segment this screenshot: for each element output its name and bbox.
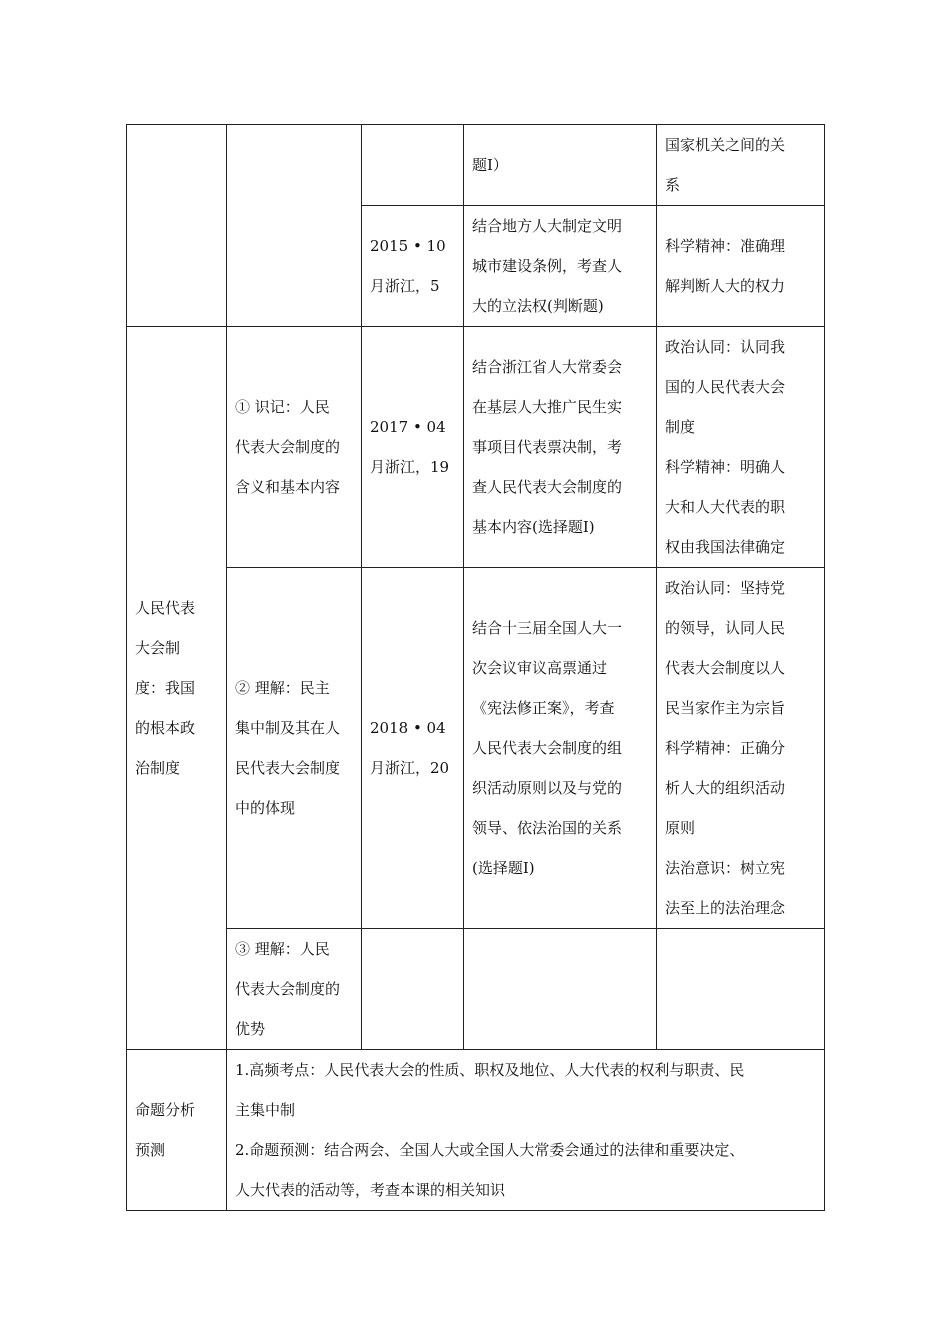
prediction-label-cell: 命题分析 预测 bbox=[127, 1050, 227, 1211]
table-row bbox=[127, 929, 825, 1050]
exam-analysis-table bbox=[126, 124, 825, 1211]
table-row bbox=[127, 327, 825, 568]
question-cell: 题Ⅰ） bbox=[464, 125, 657, 206]
literacy-cell: 科学精神：准确理 解判断人大的权力 bbox=[657, 206, 825, 327]
topic-cell: 人民代表 大会制 度：我国 的根本政 治制度 bbox=[127, 327, 227, 1050]
requirement-cell: ② 理解：民主 集中制及其在人 民代表大会制度 中的体现 bbox=[227, 568, 362, 929]
prediction-content-cell: 1.高频考点：人民代表大会的性质、职权及地位、人大代表的权利与职责、民 主集中制 2.命题预测：结合两会、全国人大或全国人大常委会通过的法律和重要决定、 人大代表的活动等，考查本课的相关知识 bbox=[227, 1050, 825, 1211]
exam-cell: 2017 • 04 月浙江，19 bbox=[362, 327, 464, 568]
exam-cell: 2015 • 10 月浙江，5 bbox=[362, 206, 464, 327]
literacy-cell: 政治认同：认同我 国的人民代表大会 制度 科学精神：明确人 大和人大代表的职 权由我国法律确定 bbox=[657, 327, 825, 568]
literacy-cell: 国家机关之间的关 系 bbox=[657, 125, 825, 206]
table-row bbox=[127, 568, 825, 929]
question-cell: 结合地方人大制定文明 城市建设条例，考查人 大的立法权(判断题) bbox=[464, 206, 657, 327]
exam-cell: 2018 • 04 月浙江，20 bbox=[362, 568, 464, 929]
question-cell-empty bbox=[464, 929, 657, 1050]
topic-cell-empty bbox=[127, 125, 227, 327]
exam-cell-empty bbox=[362, 125, 464, 206]
table-row bbox=[127, 1050, 825, 1211]
requirement-cell-empty bbox=[227, 125, 362, 327]
table-row bbox=[127, 125, 825, 206]
requirement-cell: ③ 理解：人民 代表大会制度的 优势 bbox=[227, 929, 362, 1050]
literacy-cell: 政治认同：坚持党 的领导，认同人民 代表大会制度以人 民当家作主为宗旨 科学精神：正确分 析人大的组织活动 原则 法治意识：树立宪 法至上的法治理念 bbox=[657, 568, 825, 929]
literacy-cell-empty bbox=[657, 929, 825, 1050]
question-cell: 结合十三届全国人大一 次会议审议高票通过 《宪法修正案》，考查 人民代表大会制度的组 织活动原则以及与党的 领导、依法治国的关系 (选择题Ⅰ) bbox=[464, 568, 657, 929]
question-cell: 结合浙江省人大常委会 在基层人大推广民生实 事项目代表票决制，考 查人民代表大会制度的 基本内容(选择题Ⅰ) bbox=[464, 327, 657, 568]
exam-cell-empty bbox=[362, 929, 464, 1050]
requirement-cell: ① 识记：人民 代表大会制度的 含义和基本内容 bbox=[227, 327, 362, 568]
